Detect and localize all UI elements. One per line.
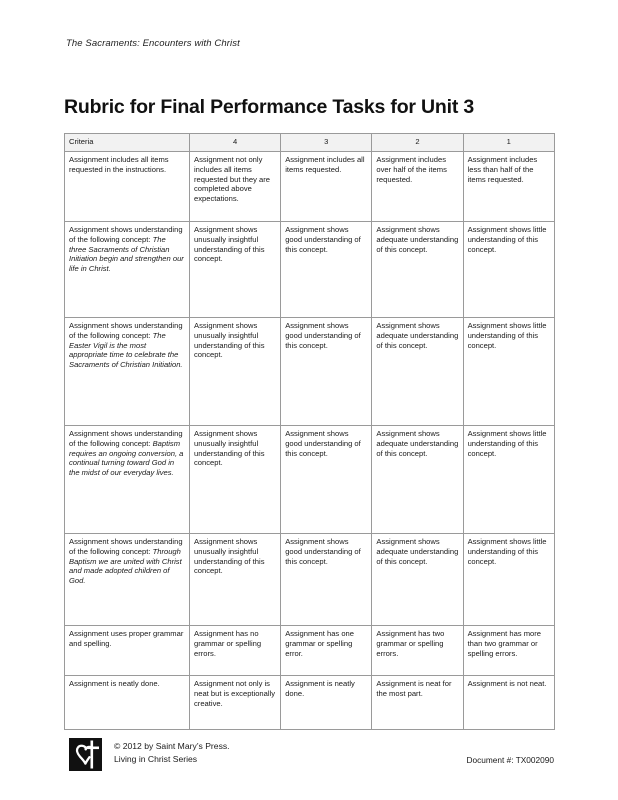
level-2-cell: Assignment shows adequate understanding of this concept. xyxy=(372,317,463,425)
criteria-cell xyxy=(65,317,190,425)
level-1-cell: Assignment includes less than half of the items requested. xyxy=(463,151,554,221)
criteria-text: Assignment shows understanding of the following concept: xyxy=(69,320,183,340)
criteria-cell xyxy=(65,533,190,625)
copyright-block xyxy=(114,740,230,767)
level-3-cell: Assignment shows good understanding of this concept. xyxy=(281,221,372,317)
table-body xyxy=(65,151,555,729)
rubric-table xyxy=(64,133,555,730)
level-3-cell: Assignment shows good understanding of this concept. xyxy=(281,533,372,625)
criteria-text: Assignment is neatly done. xyxy=(69,678,160,688)
level-3-cell: Assignment includes all items requested. xyxy=(281,151,372,221)
column-header-level-1: 1 xyxy=(463,134,554,152)
criteria-cell xyxy=(65,221,190,317)
level-4-cell: Assignment shows unusually insightful understanding of this concept. xyxy=(190,317,281,425)
level-4-cell: Assignment has no grammar or spelling errors. xyxy=(190,625,281,675)
level-3-cell: Assignment is neatly done. xyxy=(281,675,372,729)
table-row xyxy=(65,317,555,425)
page-title: Rubric for Final Performance Tasks for Unit 3 xyxy=(64,96,474,119)
criteria-cell xyxy=(65,151,190,221)
level-4-cell: Assignment shows unusually insightful understanding of this concept. xyxy=(190,533,281,625)
table-header xyxy=(65,134,555,152)
criteria-text: Assignment includes all items requested in the instructions. xyxy=(69,154,169,174)
column-header-level-4: 4 xyxy=(190,134,281,152)
level-1-cell: Assignment shows little understanding of this concept. xyxy=(463,425,554,533)
table-row xyxy=(65,625,555,675)
criteria-text: Assignment shows understanding of the following concept: xyxy=(69,536,183,556)
criteria-cell xyxy=(65,675,190,729)
table-row xyxy=(65,151,555,221)
criteria-cell xyxy=(65,425,190,533)
level-4-cell: Assignment shows unusually insightful understanding of this concept. xyxy=(190,425,281,533)
level-4-cell: Assignment not only is neat but is exceptionally creative. xyxy=(190,675,281,729)
level-1-cell: Assignment is not neat. xyxy=(463,675,554,729)
level-2-cell: Assignment shows adequate understanding of this concept. xyxy=(372,425,463,533)
column-header-level-3: 3 xyxy=(281,134,372,152)
level-3-cell: Assignment shows good understanding of this concept. xyxy=(281,317,372,425)
table-row xyxy=(65,533,555,625)
level-4-cell: Assignment not only includes all items requested but they are completed above expectations. xyxy=(190,151,281,221)
column-header-level-2: 2 xyxy=(372,134,463,152)
table-header-row xyxy=(65,134,555,152)
criteria-concept: The three Sacraments of Christian Initiation begin and strengthen our life in Christ. xyxy=(69,234,184,274)
table-row xyxy=(65,221,555,317)
criteria-text: Assignment shows understanding of the following concept: xyxy=(69,428,183,448)
table-row xyxy=(65,425,555,533)
document-number: Document #: TX002090 xyxy=(466,755,554,765)
level-1-cell: Assignment has more than two grammar or spelling errors. xyxy=(463,625,554,675)
criteria-concept: Through Baptism we are united with Christ and made adopted children of God. xyxy=(69,546,182,586)
running-head: The Sacraments: Encounters with Christ xyxy=(66,38,240,49)
level-2-cell: Assignment includes over half of the items requested. xyxy=(372,151,463,221)
copyright-line: © 2012 by Saint Mary’s Press. xyxy=(114,741,230,751)
table-row xyxy=(65,675,555,729)
level-2-cell: Assignment shows adequate understanding of this concept. xyxy=(372,533,463,625)
series-line: Living in Christ Series xyxy=(114,754,198,765)
level-2-cell: Assignment shows adequate understanding of this concept. xyxy=(372,221,463,317)
saint-marys-press-logo-icon xyxy=(69,738,102,771)
level-4-cell: Assignment shows unusually insightful understanding of this concept. xyxy=(190,221,281,317)
level-1-cell: Assignment shows little understanding of this concept. xyxy=(463,221,554,317)
criteria-text: Assignment uses proper grammar and spelling. xyxy=(69,628,184,648)
level-3-cell: Assignment shows good understanding of this concept. xyxy=(281,425,372,533)
level-2-cell: Assignment has two grammar or spelling errors. xyxy=(372,625,463,675)
level-1-cell: Assignment shows little understanding of this concept. xyxy=(463,317,554,425)
criteria-cell xyxy=(65,625,190,675)
level-1-cell: Assignment shows little understanding of this concept. xyxy=(463,533,554,625)
criteria-concept: Baptism requires an ongoing conversion, a continual turning toward God in the midst of our everyday lives. xyxy=(69,438,184,478)
column-header-criteria: Criteria xyxy=(65,134,190,152)
level-3-cell: Assignment has one grammar or spelling error. xyxy=(281,625,372,675)
level-2-cell: Assignment is neat for the most part. xyxy=(372,675,463,729)
criteria-text: Assignment shows understanding of the following concept: xyxy=(69,224,183,244)
criteria-concept: The Easter Vigil is the most appropriate time to celebrate the Sacraments of Christian Initiation. xyxy=(69,330,183,370)
page-footer xyxy=(64,738,554,778)
